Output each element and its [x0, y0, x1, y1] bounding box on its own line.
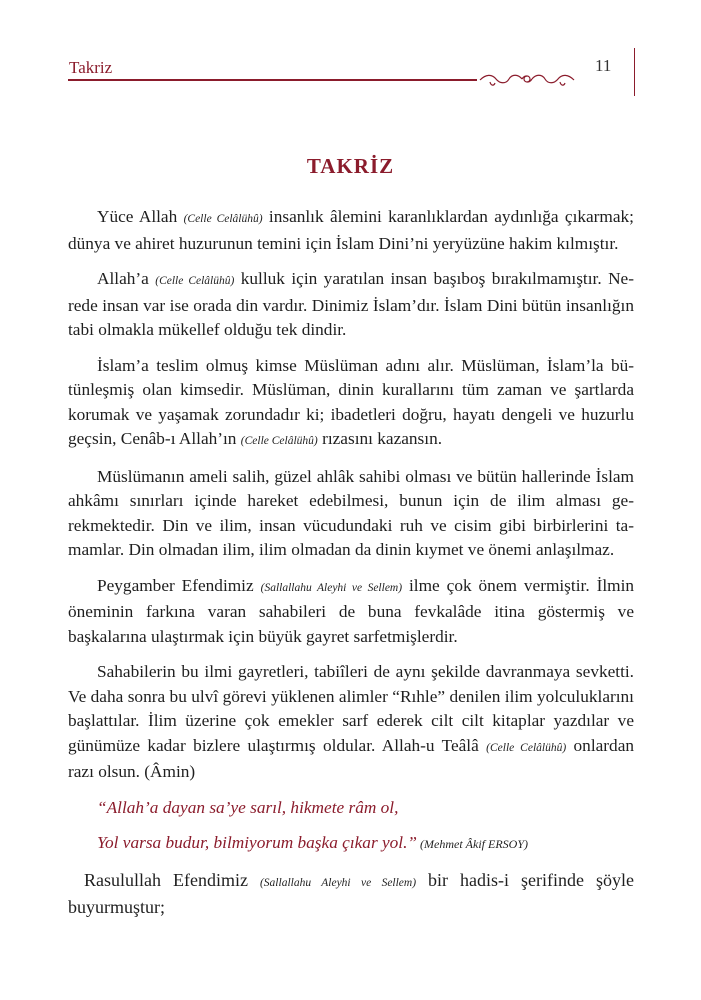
paragraph: Yüce Allah (Celle Celâlühû) insanlık âlemini karanlıklardan aydınlığa çıkarmak; dünya ve ahiret huzurunun temini için İslam Dini’ni yeryüzüne hakim kılmıştır. [68, 207, 634, 253]
honorific: (Celle Celâlühû) [486, 741, 567, 754]
header-vertical-rule [634, 48, 635, 96]
running-head: Takriz [69, 58, 113, 77]
honorific: (Sallallahu Aleyhi ve Sellem) [259, 876, 417, 889]
honorific: (Celle Celâlühû) [240, 435, 318, 447]
poem-line-1: “Allah’a dayan sa’ye sarıl, hikmete râm ol, [97, 797, 399, 817]
paragraph: Peygamber Efendimiz (Sallallahu Aleyhi ve Sellem) ilme çok önem vermiştir. İlmin öneminin farkına varan sahabileri de buna fevkalâde itina göstermiş ve başkalarına ulaştırmak için büyük gayret sarfetmişlerdir. [68, 575, 635, 646]
page-title: TAKRİZ [306, 154, 395, 178]
honorific: (Sallallahu Aleyhi ve Sellem) [260, 581, 403, 594]
page-number: 11 [595, 56, 612, 75]
header-rule [68, 79, 477, 81]
paragraph: Müslümanın ameli salih, güzel ahlâk sahibi olması ve bütün hallerinde İslam ahkâmı sınırları içinde hareket edebilmesi, bunun için de ilim alması gerekmektedir. Din ve ilim, insan vücudundaki ruh ve cisim gibi birbirlerini tamamlar. Din olmadan ilim, ilim olmadan da dinin kıymet ve önemi anlaşılmaz. [68, 466, 634, 559]
poem-citation: (Mehmet Âkif ERSOY) [417, 837, 528, 851]
closing-paragraph: Rasulullah Efendimiz (Sallallahu Aleyhi ve Sellem) bir hadis-i şerifinde şöyle buyurmuştur; [68, 869, 635, 917]
paragraph: İslam’a teslim olmuş kimse Müslüman adını alır. Müslüman, İslam’la bütünleşmiş olan kimsedir. Müslüman, dinin kurallarını tüm zaman ve şartlarda korumak ve yaşamak zorundadır ki; ibadetleri doğru, hayatı dengeli ve huzurlu geçsin, Cenâb-ı Allah’ın (Celle Celâlühû) rızasını kazansın. [68, 355, 634, 448]
flourish-ornament-icon [478, 68, 576, 90]
paragraph: Allah’a (Celle Celâlühû) kulluk için yaratılan insan başıboş bırakılmamıştır. Nerede insan var ise orada din vardır. Dinimiz İslam’dır. İslam Dini bütün insanlığın tabi olmakla mükellef olduğu tek dindir. [68, 269, 634, 339]
body-text [68, 205, 634, 931]
honorific: (Celle Celâlühû) [155, 275, 235, 287]
paragraph: Sahabilerin bu ilmi gayretleri, tabiîleri de aynı şekilde davranmaya sevketti. Ve daha sonra bu ulvî görevi yüklenen alimler “Rıhle” denilen ilim yolculuklarını başlattılar. İlim üzerine çok emekler sarf ederek cilt cilt kitaplar yazdılar ve günümüze kadar bizlere ulaştırmış oldular. Allah-u Teâlâ (Celle Celâlühû) onlardan razı olsun. (Âmin) [68, 662, 635, 781]
honorific: (Celle Celâlühû) [183, 213, 263, 225]
poem-line-2: Yol varsa budur, bilmiyorum başka çıkar yol.” (Mehmet Âkif ERSOY) [97, 833, 528, 852]
